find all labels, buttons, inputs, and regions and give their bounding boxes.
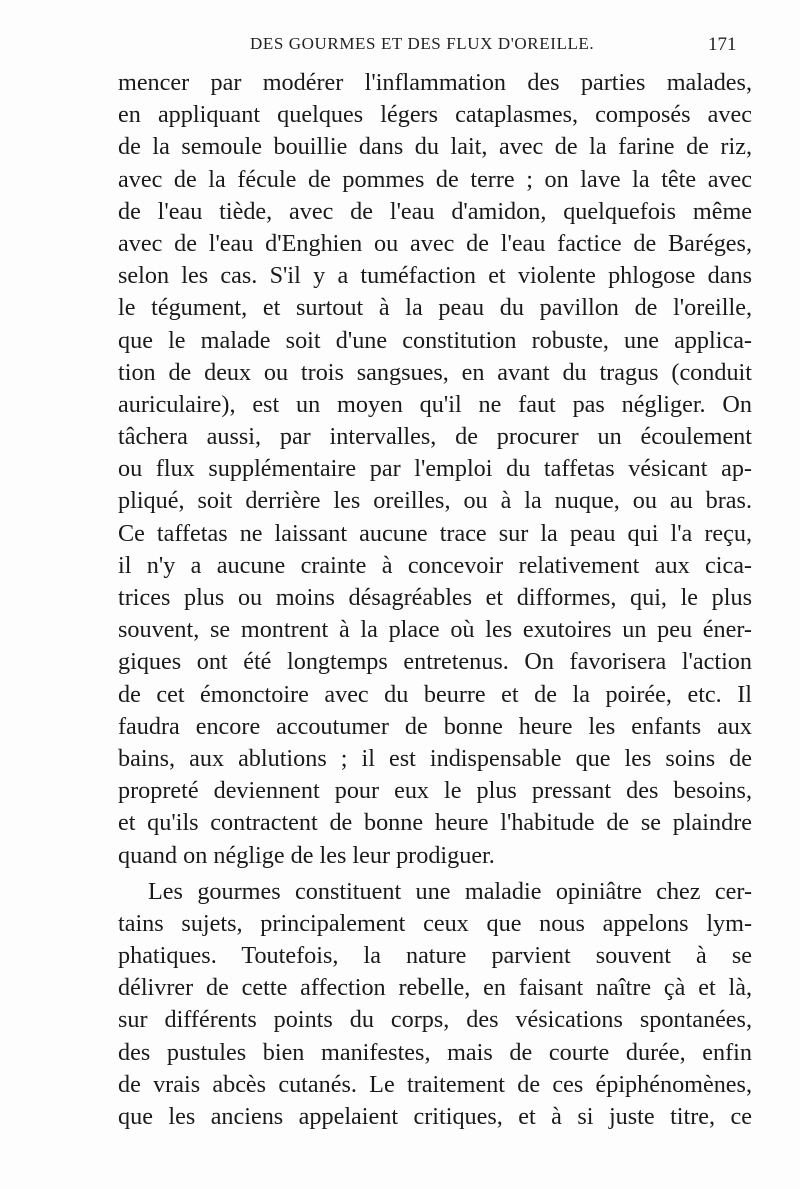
text-line: le tégument, et surtout à la peau du pavillon de l'oreille, [118, 294, 752, 322]
text-line: faudra encore accoutumer de bonne heure les enfants aux [118, 712, 752, 740]
text-line: propreté deviennent pour eux le plus pressant des besoins, [118, 777, 752, 805]
text-line: auriculaire), est un moyen qu'il ne faut pas négliger. On [118, 390, 752, 418]
text-line: souvent, se montrent à la place où les exutoires un peu éner- [118, 616, 752, 644]
text-line: tains sujets, principalement ceux que nous appelons lym- [118, 909, 752, 937]
text-line: bains, aux ablutions ; il est indispensable que les soins de [118, 744, 752, 772]
text-line: avec de la fécule de pommes de terre ; on lave la tête avec [118, 165, 752, 193]
running-head [0, 30, 800, 60]
text-line: pliqué, soit derrière les oreilles, ou à la nuque, ou au bras. [118, 487, 752, 515]
text-line: mencer par modérer l'inflammation des parties malades, [118, 69, 752, 96]
text-line: sur différents points du corps, des vésications spontanées, [118, 1006, 752, 1034]
paragraph-1 [118, 67, 752, 872]
text-line: ou flux supplémentaire par l'emploi du taffetas vésicant ap- [118, 455, 752, 483]
text-line: que les anciens appelaient critiques, et à si juste titre, ce [118, 1103, 752, 1130]
paragraph-2 [118, 876, 752, 1134]
text-line: tion de deux ou trois sangsues, en avant du tragus (conduit [118, 358, 752, 386]
text-line: il n'y a aucune crainte à concevoir relativement aux cica- [118, 551, 752, 579]
text-line: trices plus ou moins désagréables et difformes, qui, le plus [118, 584, 752, 611]
body-text [118, 67, 752, 1133]
text-line: de la semoule bouillie dans du lait, avec de la farine de riz, [118, 133, 752, 161]
text-line: phatiques. Toutefois, la nature parvient souvent à se [118, 942, 752, 970]
text-line: Ce taffetas ne laissant aucune trace sur la peau qui l'a reçu, [118, 519, 752, 547]
text-line: de cet émonctoire avec du beurre et de la poirée, etc. Il [118, 680, 752, 708]
text-line: des pustules bien manifestes, mais de courte durée, enfin [118, 1038, 752, 1066]
text-line: en appliquant quelques légers cataplasmes, composés avec [118, 101, 752, 129]
text-line: quand on néglige de les leur prodiguer. [118, 841, 495, 869]
text-line: délivrer de cette affection rebelle, en faisant naître çà et là, [118, 974, 752, 1002]
running-title: DES GOURMES ET DES FLUX D'OREILLE. [250, 34, 595, 53]
page-number: 171 [708, 34, 737, 55]
text-line: que le malade soit d'une constitution robuste, une applica- [118, 326, 752, 354]
text-line: selon les cas. S'il y a tuméfaction et violente phlogose dans [118, 262, 752, 290]
text-line: tâchera aussi, par intervalles, de procurer un écoulement [118, 423, 752, 451]
text-line: de vrais abcès cutanés. Le traitement de ces épiphénomènes, [118, 1070, 752, 1098]
text-line: avec de l'eau d'Enghien ou avec de l'eau factice de Baréges, [118, 229, 752, 257]
text-line: giques ont été longtemps entretenus. On favorisera l'action [118, 648, 752, 676]
text-line: et qu'ils contractent de bonne heure l'habitude de se plaindre [118, 809, 752, 837]
text-line: Les gourmes constituent une maladie opiniâtre chez cer- [148, 877, 752, 905]
text-line: de l'eau tiède, avec de l'eau d'amidon, quelquefois même [118, 197, 752, 225]
